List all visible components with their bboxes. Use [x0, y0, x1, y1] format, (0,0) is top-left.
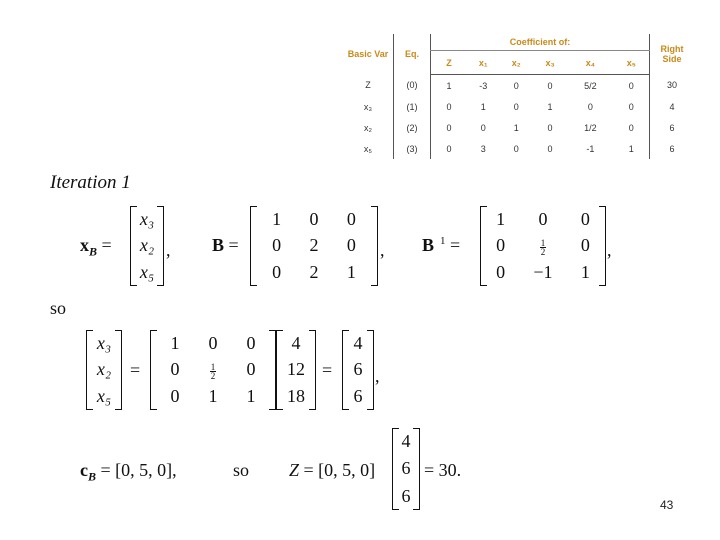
coef-cell: 1 — [480, 101, 486, 112]
b-vector: 4 12 18 — [276, 330, 316, 410]
eq-cell: (1) — [394, 96, 431, 117]
coef-cell: 1/2 — [584, 122, 597, 133]
iteration-title: Iteration 1 — [50, 172, 131, 193]
result-vector: 4 6 6 — [342, 330, 374, 410]
table-row — [343, 117, 694, 138]
coef-cell: 1 — [547, 101, 553, 112]
simplex-tableau — [343, 34, 694, 159]
coef-cell: 0 — [431, 138, 468, 159]
coef-cell: 0 — [628, 101, 634, 112]
eq-cell: (3) — [394, 138, 431, 159]
coefficient-header: Coefficient of: — [431, 34, 650, 51]
basic-var-cell: x₅ — [363, 143, 373, 154]
coef-cell: 0 — [513, 143, 519, 154]
rhs-cell: 4 — [650, 96, 695, 117]
basic-var-header: Basic Var — [347, 49, 389, 60]
binv-frac: $\frac{1}{2}$ — [210, 361, 216, 381]
comma: , — [166, 240, 171, 260]
table-row — [343, 138, 694, 159]
coef-cell: 0 — [513, 101, 519, 112]
coef-cell: 1 — [513, 122, 519, 133]
coef-cell: 0 — [628, 122, 634, 133]
b-label: B = — [212, 235, 239, 255]
col-header: x₄ — [567, 51, 614, 75]
coef-cell: 0 — [480, 122, 486, 133]
col-header: x₅ — [614, 51, 650, 75]
eq-cell: (0) — [394, 75, 431, 97]
binv-label: B $^1$ = — [422, 235, 461, 255]
xb-vector: x₃ x₂ x₅ — [130, 206, 164, 286]
b-matrix: 1 0 0 0 2 0 0 2 1 — [250, 206, 378, 286]
comma: , — [375, 366, 380, 386]
col-header: Z — [431, 51, 468, 75]
eq-cell: (2) — [394, 117, 431, 138]
rhs-cell: 30 — [650, 75, 695, 97]
comma: , — [380, 240, 385, 260]
z-equation-rhs: = 30. — [424, 460, 462, 480]
so-text: so — [233, 460, 250, 480]
binv-frac: $\frac{1}{2}$ — [540, 237, 546, 257]
coef-cell: -3 — [479, 80, 488, 91]
coef-cell: 1 — [628, 143, 634, 154]
basic-var-cell: Z — [365, 80, 371, 91]
coef-cell: 0 — [547, 80, 553, 91]
coef-cell: 0 — [587, 101, 593, 112]
page-number: 43 — [660, 498, 674, 512]
right-side-header: Right Side — [650, 34, 695, 75]
col-header: x₂ — [499, 51, 533, 75]
col-header: x₃ — [533, 51, 567, 75]
z-equation-lhs: Z = [0, 5, 0] — [289, 460, 376, 480]
binv-matrix: 1 0 0 0 $\frac{1}{2}$ 0 0 −1 1 — [480, 206, 606, 286]
coef-cell: 1 — [431, 75, 468, 97]
equals: = — [322, 360, 333, 380]
coef-cell: 0 — [547, 143, 553, 154]
coef-cell: 0 — [431, 96, 468, 117]
xb-label: $x_B$ = — [80, 235, 112, 259]
coef-cell: -1 — [586, 143, 595, 154]
table-row — [343, 75, 694, 97]
basic-var-cell: x₃ — [363, 101, 373, 112]
binv-matrix-product: 1 0 0 0 $\frac{1}{2}$ 0 0 1 1 — [150, 330, 276, 410]
coef-cell: 0 — [431, 117, 468, 138]
col-header: x₁ — [467, 51, 499, 75]
cb-equation: $c_B = [0$, 5, 0], — [80, 460, 177, 484]
coef-cell: 0 — [513, 80, 519, 91]
coef-cell: 5/2 — [584, 80, 597, 91]
coef-cell: 3 — [480, 143, 486, 154]
rhs-cell: 6 — [650, 117, 695, 138]
so-text: so — [50, 298, 67, 318]
equals: = — [130, 360, 141, 380]
z-vector: 4 6 6 — [392, 428, 420, 510]
comma: , — [607, 240, 612, 260]
table-row — [343, 96, 694, 117]
lhs-vector: x₃ x₂ x₅ — [86, 330, 122, 410]
coef-cell: 0 — [547, 122, 553, 133]
eq-header: Eq. — [394, 34, 431, 75]
coef-cell: 0 — [628, 80, 634, 91]
basic-var-cell: x₂ — [364, 122, 372, 133]
rhs-cell: 6 — [650, 138, 695, 159]
